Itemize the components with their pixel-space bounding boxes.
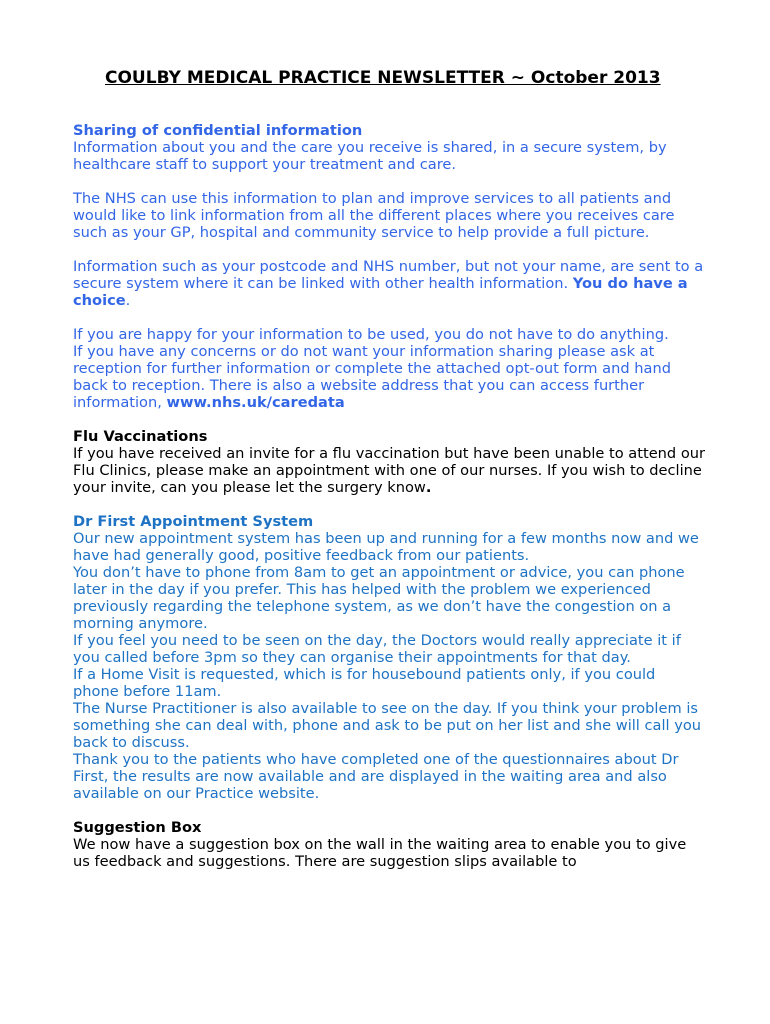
section-suggestion [73, 819, 705, 870]
page-title: COULBY MEDICAL PRACTICE NEWSLETTER ~ October 2013 [105, 68, 661, 88]
paragraph-text: Information such as your postcode and NHS number, but not your name, are sent to a secure system where it can be linked with other health information. [73, 258, 704, 292]
paragraph-text: If you have any concerns or do not want your information sharing please ask at reception for further information or complete the attached opt-out form and hand back to reception. There is also a website address that you can access further information, [73, 343, 671, 411]
paragraph: We now have a suggestion box on the wall in the waiting area to enable you to give us feedback and suggestions. There are suggestion slips available to [73, 836, 687, 870]
paragraph: The NHS can use this information to plan and improve services to all patients and would like to link information from all the different places where you receives care such as your GP, hospital and community service to help provide a full picture. [73, 190, 675, 241]
paragraph-end: . [125, 292, 131, 309]
paragraph [73, 445, 705, 496]
section-sharing [73, 122, 705, 411]
paragraph: Our new appointment system has been up and running for a few months now and we have had generally good, positive feedback from our patients. [73, 530, 699, 564]
paragraph: Information about you and the care you receive is shared, in a secure system, by healthcare staff to support your treatment and care. [73, 139, 667, 173]
section-drfirst [73, 513, 705, 802]
section-flu [73, 428, 705, 496]
paragraph: If you are happy for your information to be used, you do not have to do anything. [73, 326, 669, 343]
paragraph-text: If you have received an invite for a flu vaccination but have been unable to attend our Flu Clinics, please make an appointment with one of our nurses. If you wish to decline your invite, can you please let the surgery know [73, 445, 706, 496]
choice-emphasis: You do have a choice [73, 275, 688, 309]
paragraph: If you feel you need to be seen on the day, the Doctors would really appreciate it if you called before 3pm so they can organise their appointments for that day. [73, 632, 681, 666]
newsletter-page [73, 68, 705, 870]
caredata-link[interactable]: www.nhs.uk/caredata [166, 394, 345, 411]
section-heading-drfirst: Dr First Appointment System [73, 513, 314, 530]
section-heading-sharing: Sharing of confidential information [73, 122, 363, 139]
paragraph [73, 258, 705, 309]
paragraph: Thank you to the patients who have completed one of the questionnaires about Dr First, the results are now available and are displayed in the waiting area and also available on our Practice website. [73, 751, 679, 802]
paragraph: If a Home Visit is requested, which is for housebound patients only, if you could phone before 11am. [73, 666, 656, 700]
section-heading-flu: Flu Vaccinations [73, 428, 208, 445]
paragraph: You don’t have to phone from 8am to get an appointment or advice, you can phone later in the day if you prefer. This has helped with the problem we experienced previously regarding the telephone system, as we don’t have the congestion on a morning anymore. [73, 564, 685, 632]
spacer [73, 88, 705, 122]
paragraph-end: . [425, 479, 432, 496]
paragraph: The Nurse Practitioner is also available to see on the day. If you think your problem is something she can deal with, phone and ask to be put on her list and she will call you back to discuss. [73, 700, 702, 751]
paragraph [73, 343, 705, 411]
section-heading-suggestion: Suggestion Box [73, 819, 202, 836]
